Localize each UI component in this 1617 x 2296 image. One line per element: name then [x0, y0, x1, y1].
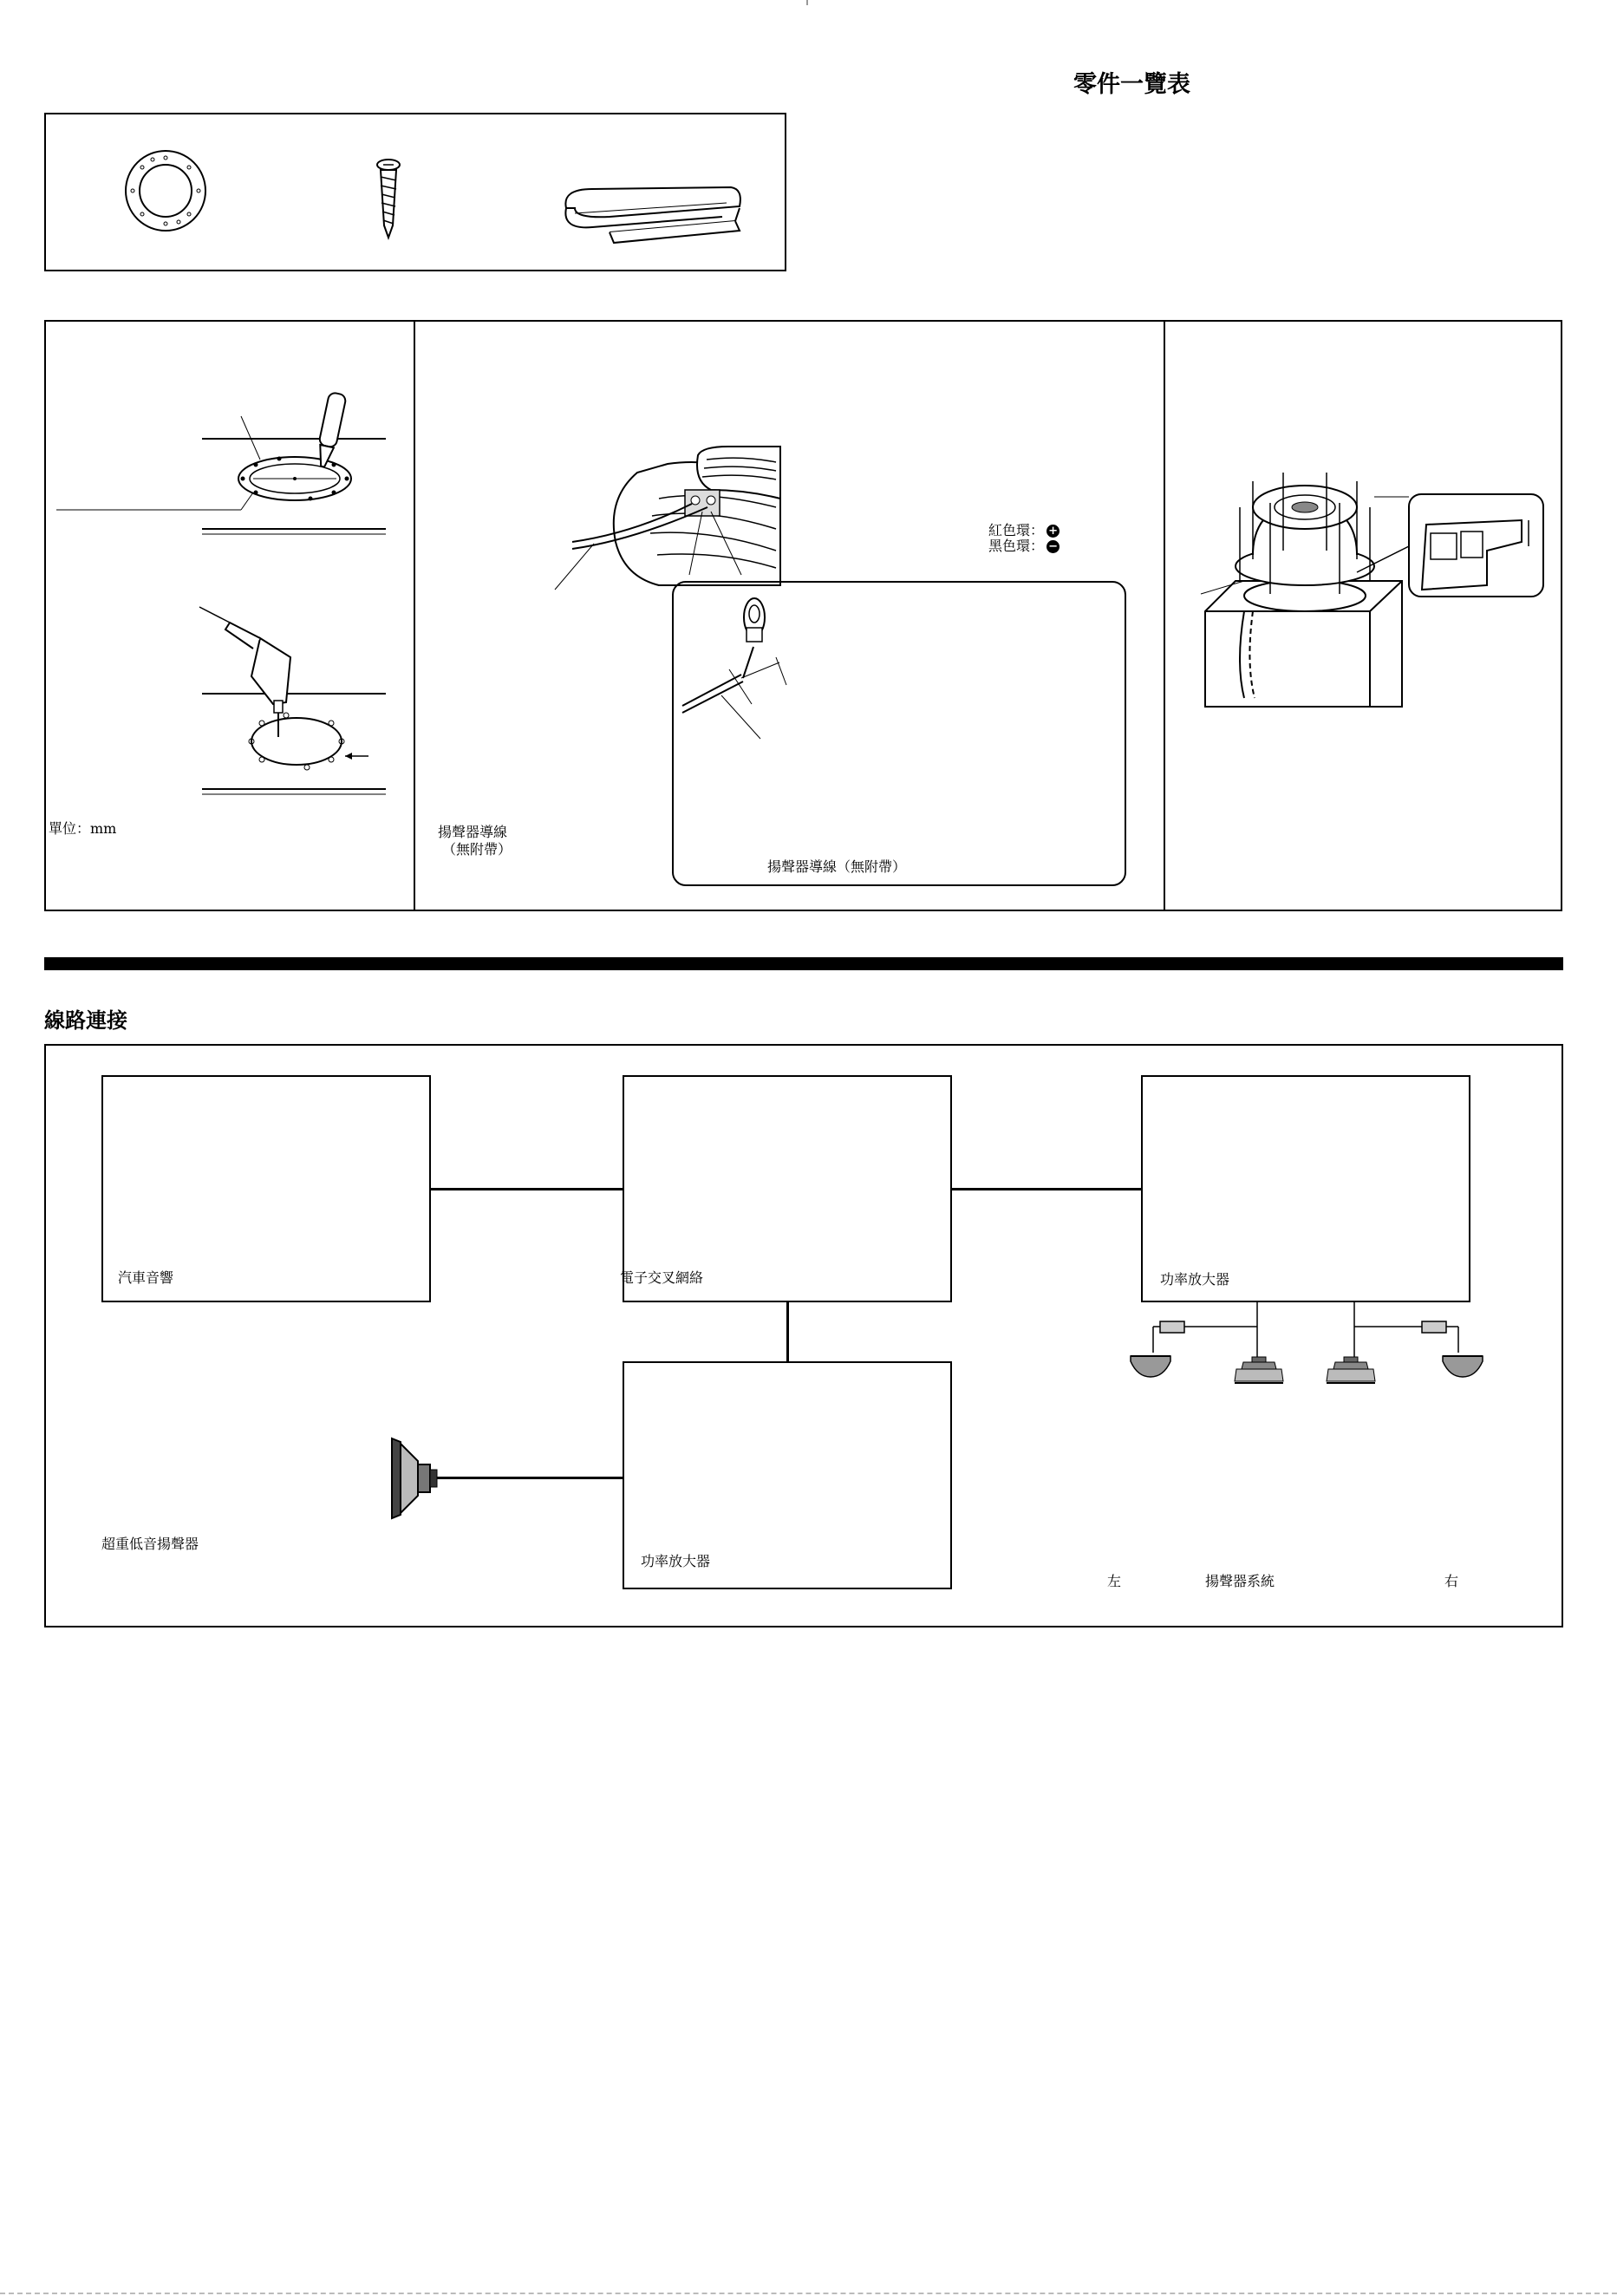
- crossover-box: [620, 1075, 952, 1302]
- crossover-label: 電子交叉網絡: [620, 1269, 704, 1286]
- wire-label-1: 揚聲器導線: [438, 824, 508, 840]
- section-separator: [44, 957, 1563, 970]
- gasket-strip-icon: [557, 182, 748, 248]
- speaker-wiring-illustration: [555, 447, 806, 603]
- black-ring-label: 黑色環： −: [988, 538, 1060, 554]
- connection-line: [951, 1188, 1142, 1190]
- woofer-left-icon: [1233, 1357, 1285, 1385]
- power-amp-top-box: [1141, 1075, 1470, 1302]
- red-ring-label: 紅色環： +: [988, 522, 1060, 538]
- subwoofer-label: 超重低音揚聲器: [101, 1536, 199, 1552]
- parts-list-title: 零件一覽表: [1073, 71, 1190, 98]
- right-label: 右: [1444, 1573, 1459, 1589]
- connection-line: [429, 1188, 624, 1190]
- connection-section-title: 線路連接: [44, 1008, 127, 1033]
- connection-line: [435, 1477, 624, 1479]
- panel-divider: [1164, 320, 1165, 911]
- mounting-ring-icon: [122, 147, 209, 234]
- marking-illustration: [52, 382, 399, 538]
- page-bottom-rule: [0, 2293, 1617, 2294]
- wire-stripping-illustration: [674, 591, 847, 747]
- speaker-system-label: 揚聲器系統: [1205, 1573, 1275, 1589]
- crop-mark: [806, 0, 808, 5]
- drilling-illustration: [52, 607, 399, 806]
- tweeter-right-icon: [1441, 1353, 1484, 1379]
- left-label: 左: [1107, 1573, 1122, 1589]
- power-amp-bottom-box: [623, 1361, 952, 1589]
- plus-icon: +: [1046, 525, 1060, 538]
- car-audio-box: [101, 1075, 431, 1302]
- power-amp-bottom-label: 功率放大器: [641, 1553, 711, 1569]
- connection-line: [786, 1302, 789, 1362]
- car-audio-label: 汽車音響: [118, 1269, 174, 1286]
- panel-divider: [414, 320, 415, 911]
- power-amp-top-label: 功率放大器: [1160, 1271, 1230, 1288]
- speaker-system-wiring: [1127, 1301, 1491, 1387]
- wire-label-2: 揚聲器導線（無附帶）: [767, 858, 907, 875]
- tweeter-left-icon: [1129, 1353, 1172, 1379]
- minus-icon: −: [1046, 540, 1060, 553]
- parts-list-box: [44, 113, 786, 271]
- enclosure-mounting-illustration: [1201, 473, 1548, 715]
- wire-detail-callout: [672, 581, 1126, 886]
- wire-label-1b: （無附帶）: [442, 841, 512, 858]
- woofer-right-icon: [1325, 1357, 1377, 1385]
- unit-label: 單位：mm: [49, 820, 117, 837]
- screw-icon: [375, 158, 401, 241]
- subwoofer-icon: [388, 1435, 440, 1522]
